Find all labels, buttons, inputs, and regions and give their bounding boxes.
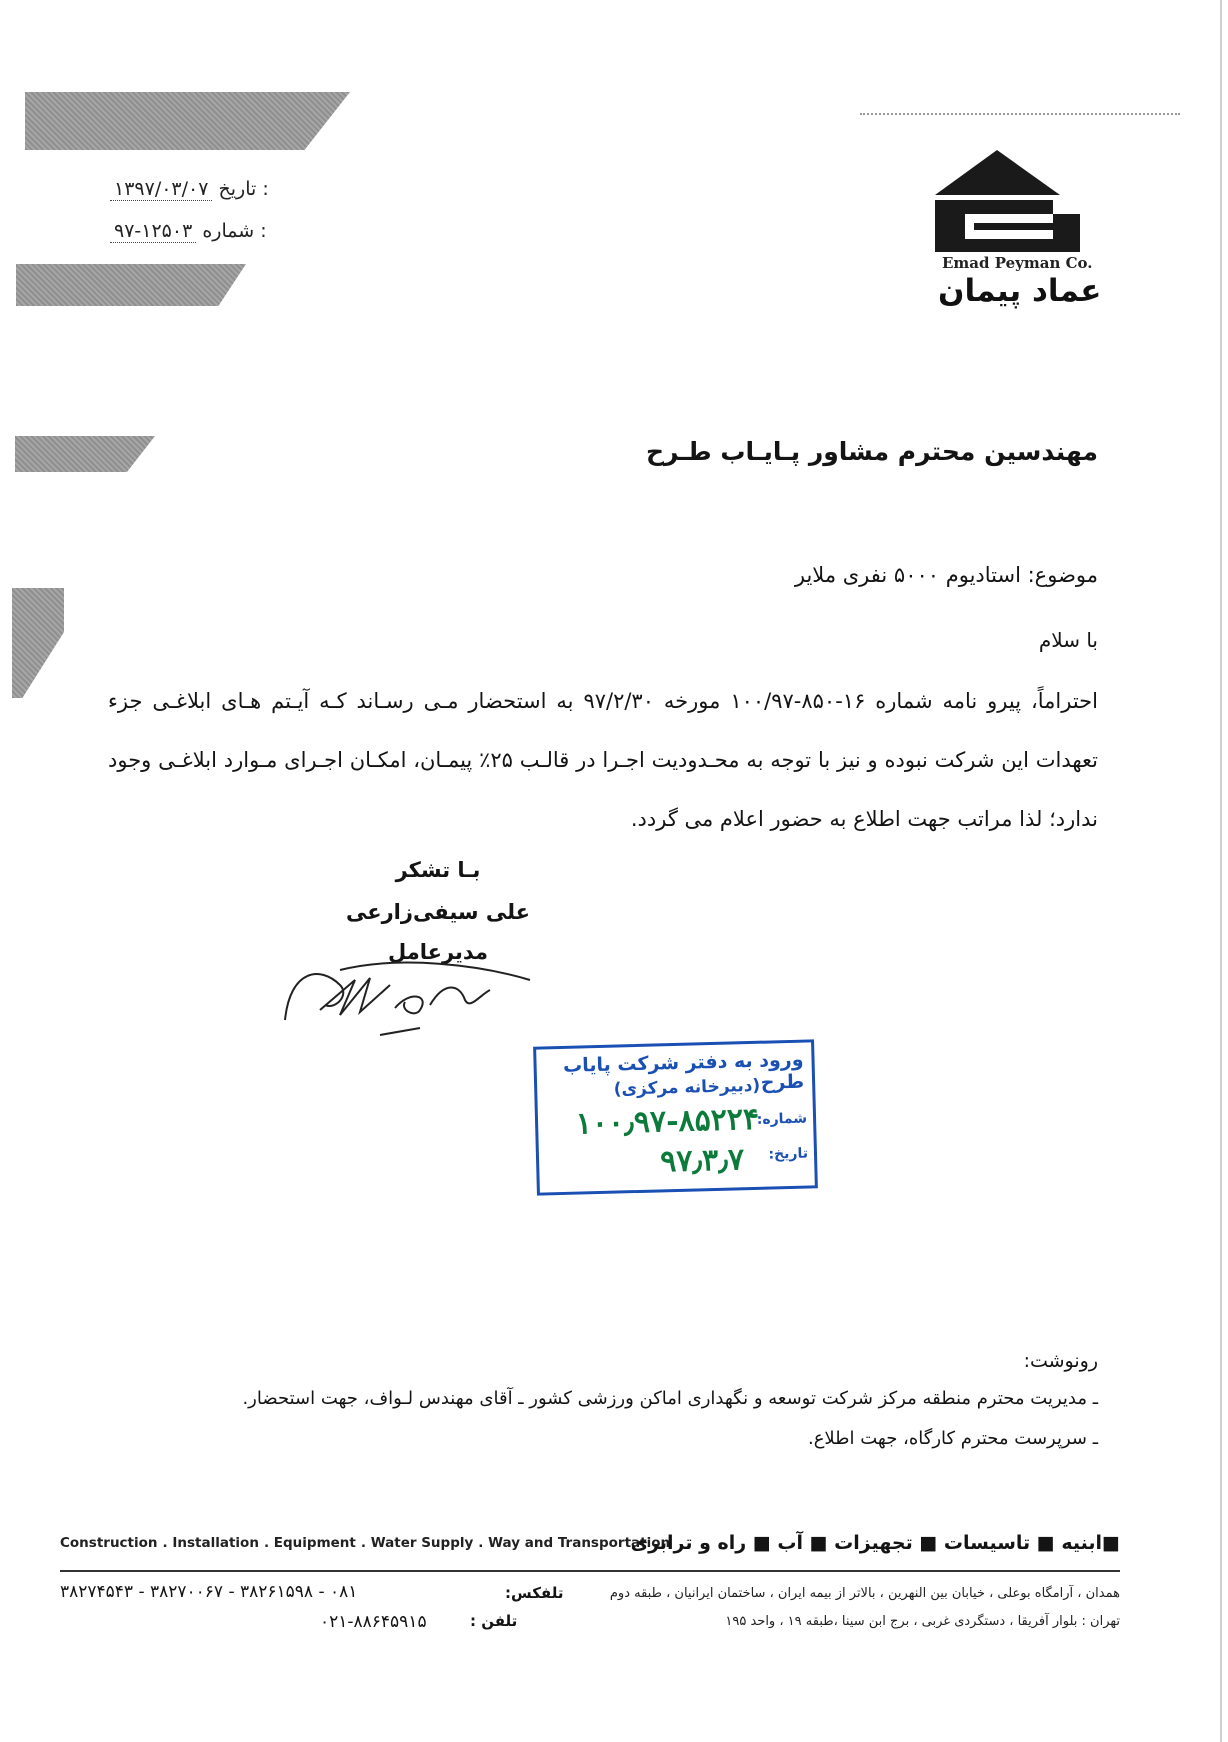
phones-hamedan: ۰۸۱ - ۳۸۲۶۱۵۹۸ - ۳۸۲۷۰۰۶۷ - ۳۸۲۷۴۵۴۳ [60, 1582, 358, 1602]
scan-gray-bar [16, 264, 246, 306]
date-label: : تاریخ [218, 178, 269, 200]
scan-edge [1220, 0, 1222, 1742]
stamp-date-label: تاریخ: [768, 1145, 809, 1163]
subject-line: موضوع: استادیوم ۵۰۰۰ نفری ملایر [794, 563, 1098, 587]
number-label: : شماره [202, 220, 267, 242]
tel-label: تلفن : [470, 1612, 518, 1630]
footer-services-en: Construction . Installation . Equipment . Water Supply . Way and Transportation [60, 1535, 671, 1551]
date-value: ۱۳۹۷/۰۳/۰۷ [110, 178, 212, 201]
scan-gray-bar [15, 436, 155, 472]
service-label: Installation [172, 1535, 259, 1551]
closing: بـا تشکر [395, 858, 481, 882]
stamp-subtitle: (دبیرخانه مرکزی) [613, 1075, 761, 1100]
footer-services-fa: ■ابنیه ■ تاسیسات ■ تجهیزات ■ آب ■ راه و ترابری [630, 1532, 1120, 1554]
scan-gray-bar [25, 92, 350, 150]
address-tehran: تهران : بلوار آفریقا ، دستگردی غربی ، برج ابن سینا ،طبقه ۱۹ ، واحد ۱۹۵ [725, 1614, 1120, 1629]
stamp-number-label: شماره: [756, 1110, 808, 1128]
stamp-title: ورود به دفتر شرکت پایاب طرح [562, 1048, 805, 1094]
stamp-date-value: ۹۷٫۳٫۷ [659, 1142, 745, 1180]
address-hamedan: همدان ، آرامگاه بوعلی ، خیابان بین النهرین ، بالاتر از بیمه ایران ، ساختمان ایرانیان ، طبقه دوم [609, 1586, 1120, 1601]
service-label: Water Supply [370, 1535, 474, 1551]
signer-name: علی سیفی‌زارعی [345, 900, 531, 924]
stamp-number-value: ۱۰۰٫۹۷-۸۵۲۲۴ [575, 1101, 760, 1142]
phone-tehran: ۰۲۱-۸۸۶۴۵۹۱۵ [320, 1612, 427, 1632]
signer-title: مدیرعامل [387, 940, 489, 964]
service-label: Construction [60, 1535, 158, 1551]
service-label: Equipment [273, 1535, 356, 1551]
handwritten-signature [280, 950, 540, 1050]
cc-title: رونوشت: [1023, 1350, 1098, 1372]
company-name-fa: عماد پیمان [938, 273, 1102, 309]
letter-body: احتراماً، پیرو نامه شماره ۱۶-۸۵۰-۱۰۰/۹۷ مورخه ۹۷/۲/۳۰ به استحضار مـی رسـاند کـه آیـتم هـای ابلاغـی جزء تعهدات این شرکت نبوده و نیز با توجه به محـدودیت اجـرا در قالـب ۲۵٪ پیمـان، امکـان اجـرای مـوارد ابلاغـی وجود ندارد؛ لذا مراتب جهت اطلاع به حضور اعلام می گردد. [108, 689, 1099, 831]
received-stamp [533, 1039, 818, 1195]
greeting: با سلام [1038, 628, 1098, 652]
addressee: مهندسین محترم مشاور پـایـاب طـرح [646, 437, 1098, 466]
fax-label: تلفکس: [505, 1584, 564, 1602]
cc-item: ـ سرپرست محترم کارگاه، جهت اطلاع. [807, 1428, 1098, 1449]
number-value: ۹۷-۱۲۵۰۳ [110, 220, 196, 243]
service-label: Way and Transportation [488, 1535, 671, 1551]
footer-divider [60, 1570, 1120, 1572]
company-name-en: Emad Peyman Co. [942, 254, 1093, 272]
scan-dotted-line [860, 113, 1180, 115]
date-row [110, 178, 269, 206]
cc-item: ـ مدیریت محترم منطقه مرکز شرکت توسعه و نگهداری اماکن ورزشی کشور ـ آقای مهندس لـواف، جهت استحضار. [242, 1388, 1098, 1409]
number-row [110, 220, 267, 248]
scan-gray-bar [12, 588, 64, 698]
company-logo-icon [935, 150, 1085, 255]
